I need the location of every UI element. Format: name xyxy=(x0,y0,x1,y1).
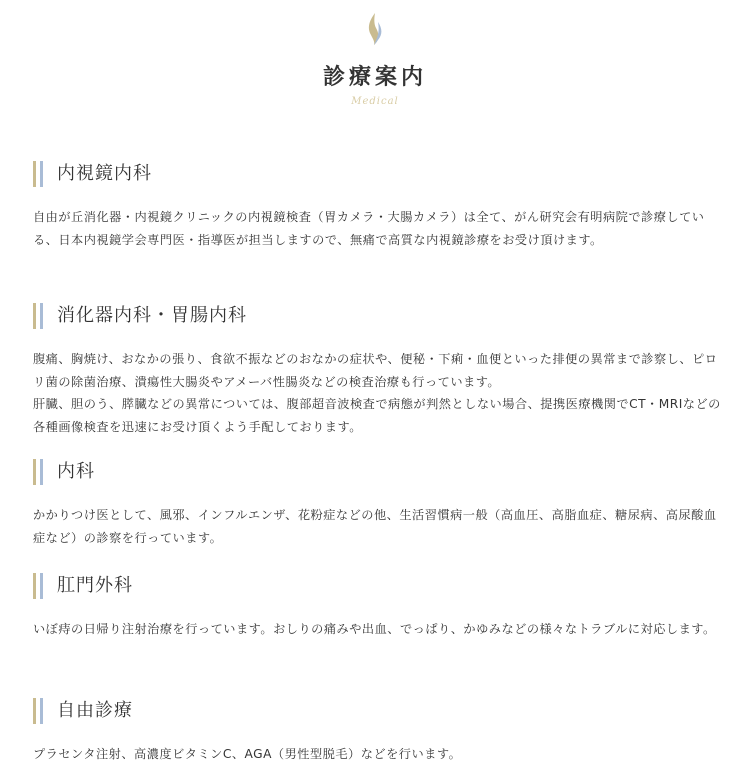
section-paragraph: 腹痛、胸焼け、おなかの張り、食欲不振などのおなかの症状や、便秘・下痢・血便といった排便の異常まで診察し、ピロリ菌の除菌治療、潰瘍性大腸炎やアメーバ性腸炎などの検査治療も行っています。 xyxy=(33,352,718,389)
section-body xyxy=(33,348,723,438)
heading-bars-icon xyxy=(33,698,45,724)
section-heading xyxy=(33,458,723,486)
heading-bars-icon xyxy=(33,459,45,485)
section-heading xyxy=(33,572,723,600)
section-internal-medicine xyxy=(33,458,723,549)
page-title: 診療案内 xyxy=(322,65,427,90)
section-heading-text: 内視鏡内科 xyxy=(57,163,152,184)
section-heading-text: 自由診療 xyxy=(57,700,133,721)
section-heading xyxy=(33,697,723,725)
section-heading-text: 肛門外科 xyxy=(57,575,133,596)
page-header xyxy=(0,0,750,130)
section-proctology xyxy=(33,572,723,641)
section-endoscopy xyxy=(33,160,723,251)
section-heading xyxy=(33,160,723,188)
heading-bars-icon xyxy=(33,303,45,329)
heading-bars-icon xyxy=(33,161,45,187)
section-paragraph: プラセンタ注射、高濃度ビタミンC、AGA（男性型脱毛）などを行います。 xyxy=(33,747,462,761)
section-body xyxy=(33,743,723,766)
section-paragraph: 肝臓、胆のう、膵臓などの異常については、腹部超音波検査で病態が判然としない場合、提携医療機関でCT・MRIなどの各種画像検査を迅速にお受け頂くよう手配しております。 xyxy=(33,397,721,434)
section-paragraph: 自由が丘消化器・内視鏡クリニックの内視鏡検査（胃カメラ・大腸カメラ）は全て、がん研究会有明病院で診療している、日本内視鏡学会専門医・指導医が担当しますので、無痛で高質な内視鏡診療をお受け頂けます。 xyxy=(33,210,705,247)
section-body xyxy=(33,504,723,549)
section-body xyxy=(33,206,723,251)
flame-logo-icon xyxy=(363,12,387,46)
section-body xyxy=(33,618,723,641)
section-self-pay xyxy=(33,697,723,766)
section-paragraph: いぼ痔の日帰り注射治療を行っています。おしりの痛みや出血、でっぱり、かゆみなどの様々なトラブルに対応します。 xyxy=(33,622,716,636)
page-subtitle: Medical xyxy=(351,96,399,107)
section-paragraph: かかりつけ医として、風邪、インフルエンザ、花粉症などの他、生活習慣病一般（高血圧、高脂血症、糖尿病、高尿酸血症など）の診察を行っています。 xyxy=(33,508,717,545)
section-heading-text: 内科 xyxy=(57,461,95,482)
heading-bars-icon xyxy=(33,573,45,599)
section-heading-text: 消化器内科・胃腸内科 xyxy=(57,305,247,326)
section-heading xyxy=(33,302,723,330)
section-gastroenterology xyxy=(33,302,723,438)
